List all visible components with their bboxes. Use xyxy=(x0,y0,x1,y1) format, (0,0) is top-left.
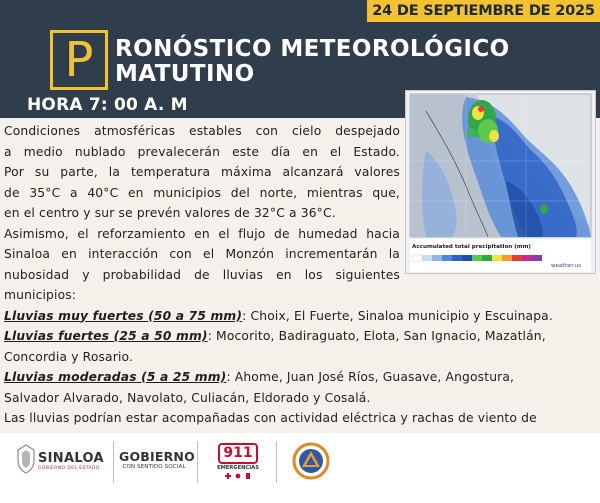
title-line-1: RONÓSTICO METEOROLÓGICO xyxy=(115,36,510,62)
emergency-symbols-icon xyxy=(223,472,253,480)
emergency-911-logo xyxy=(216,443,260,481)
date-badge: 24 DE SEPTIEMBRE DE 2025 xyxy=(367,0,600,22)
gobierno-logo-title: GOBIERNO xyxy=(119,449,195,464)
rain-moderate-line xyxy=(4,367,595,388)
map-brand: weather.us xyxy=(551,263,582,269)
time-label: HORA 7: 00 A. M xyxy=(27,95,188,115)
title-initial-box xyxy=(50,30,108,90)
closing-line: Las lluvias podrían estar acompañadas con actividad eléctrica y rachas de viento de xyxy=(4,411,537,425)
emergency-label: EMERGENCIAS xyxy=(217,465,259,471)
footer-divider xyxy=(276,441,277,483)
footer-divider xyxy=(113,441,114,483)
rain-moderate-text: : Ahome, Juan José Ríos, Guasave, Angostura, xyxy=(226,370,515,384)
title-initial: P xyxy=(64,32,94,88)
footer-divider xyxy=(197,441,198,483)
paragraph-1-line: a medio nublado prevalecerán este día en el Estado. xyxy=(4,144,400,159)
paragraph-1-line: de 35°C a 40°C en municipios del norte, mientras que, xyxy=(4,185,400,200)
gobierno-logo xyxy=(119,449,195,471)
rain-very-heavy-line xyxy=(4,306,595,327)
emergency-number: 911 xyxy=(218,443,258,464)
rain-very-heavy-label: Lluvias muy fuertes (50 a 75 mm) xyxy=(4,308,243,323)
rain-heavy-label: Lluvias fuertes (25 a 50 mm) xyxy=(4,329,208,343)
map-legend-title: Accumulated total precipitation (mm) xyxy=(412,244,531,250)
gobierno-logo-subtitle: CON SENTIDO SOCIAL xyxy=(122,464,186,470)
rain-moderate-line-2: Salvador Alvarado, Navolato, Culiacán, Eldorado y Cosalá. xyxy=(4,390,371,405)
paragraph-1-line: Por su parte, la temperatura máxima alcanzará valores xyxy=(4,165,400,179)
title-line-2: MATUTINO xyxy=(115,61,255,87)
rain-heavy-line-2: Concordia y Rosario. xyxy=(4,349,134,364)
civil-protection-emblem-icon xyxy=(292,442,330,480)
sinaloa-crest-icon xyxy=(16,444,36,474)
forecast-body xyxy=(4,121,595,449)
sinaloa-logo-subtitle: GOBIERNO DEL ESTADO xyxy=(38,466,100,471)
sinaloa-logo xyxy=(38,452,104,472)
paragraph-2-line: Sinaloa en interacción con el Monzón incrementarán la xyxy=(4,247,400,261)
paragraph-2-line: Asimismo, el reforzamiento en el flujo de humedad hacia xyxy=(4,226,400,241)
sinaloa-logo-title: SINALOA xyxy=(38,451,104,466)
paragraph-1-line: Condiciones atmosféricas estables con cielo despejado xyxy=(4,124,400,138)
paragraph-2-line: nubosidad y probabilidad de lluvias en los siguientes xyxy=(4,267,400,282)
rain-very-heavy-text: : Choix, El Fuerte, Sinaloa municipio y Escuinapa. xyxy=(242,308,553,323)
rain-heavy-text: : Mocorito, Badiraguato, Elota, San Ignacio, Mazatlán, xyxy=(207,329,546,343)
page-title xyxy=(115,37,510,87)
rain-moderate-label: Lluvias moderadas (5 a 25 mm) xyxy=(4,370,227,384)
rain-heavy-line xyxy=(4,326,595,347)
paragraph-2-line: municipios: xyxy=(4,288,77,302)
paragraph-1-line: en el centro y sur se prevén valores de 32°C a 36°C. xyxy=(4,206,336,220)
